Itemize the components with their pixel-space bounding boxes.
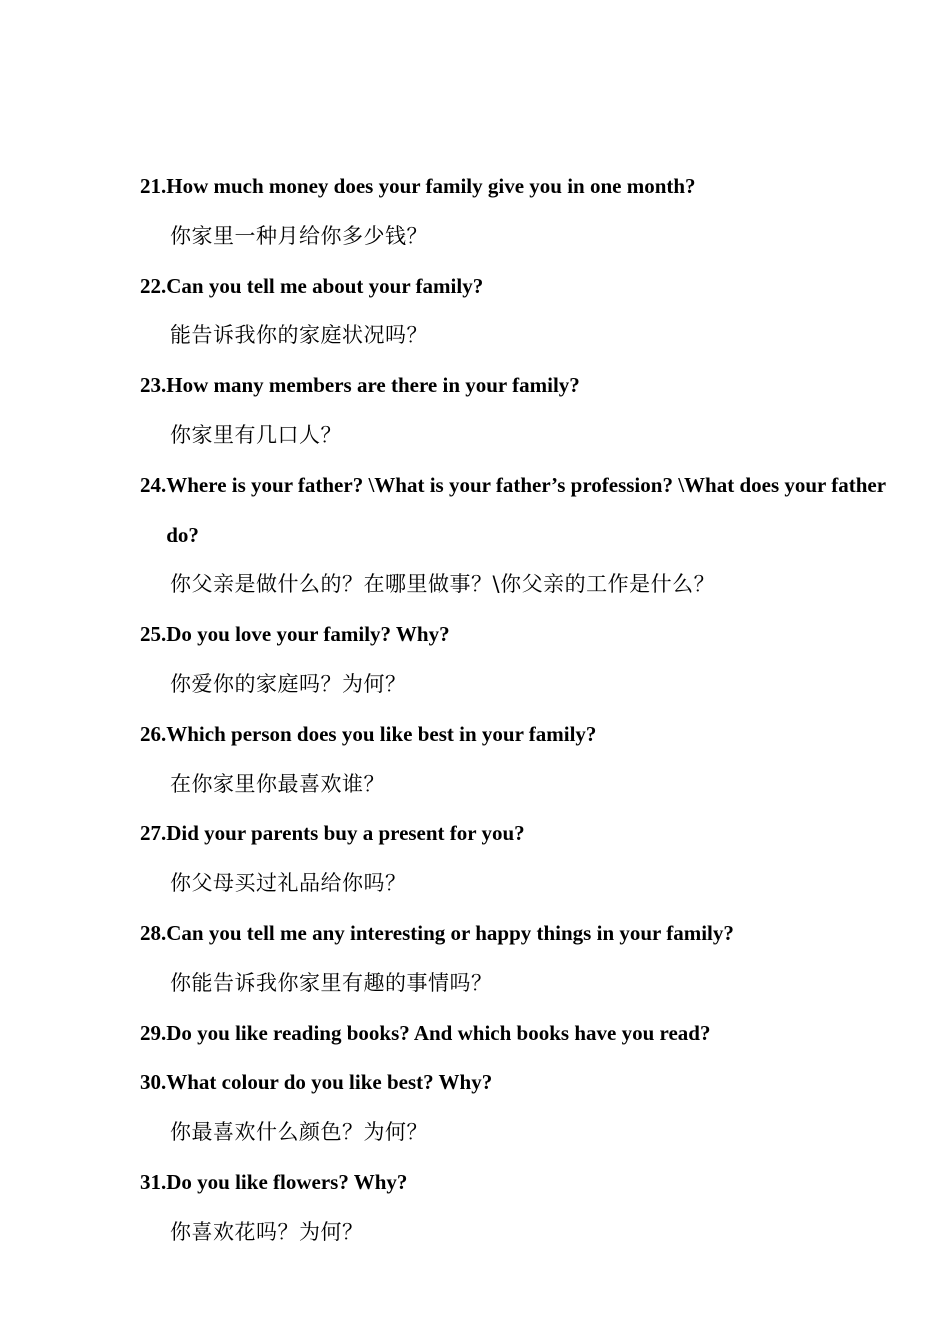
question-body: How many members are there in your family? — [166, 373, 580, 398]
question-text — [140, 262, 900, 312]
list-item — [140, 1058, 900, 1158]
question-body: Do you love your family? Why? — [166, 622, 450, 647]
question-text — [140, 461, 900, 561]
question-body: Do you like reading books? And which books have you read? — [166, 1020, 711, 1045]
question-number: 21. — [140, 174, 167, 198]
question-text — [140, 361, 900, 411]
list-item — [140, 461, 900, 610]
question-body: Did your parents buy a present for you? — [166, 821, 525, 846]
question-number: 25. — [140, 622, 167, 647]
answer-text: 你爱你的家庭吗？为何？ — [170, 671, 407, 696]
question-number: 24. — [140, 472, 167, 497]
list-item — [140, 610, 900, 710]
list-item — [140, 1009, 900, 1059]
question-number: 26. — [140, 721, 167, 746]
answer-text: 你能告诉我你家里有趣的事情吗？ — [170, 970, 493, 995]
answer-text: 你家里有几口人？ — [170, 422, 342, 447]
list-item — [140, 262, 900, 362]
question-text — [140, 809, 900, 859]
question-body: Where is your father? \What is your father’s profession? \What does your father do? — [166, 472, 886, 547]
answer-text: 你父母买过礼品给你吗？ — [170, 871, 407, 896]
question-text — [140, 1058, 900, 1108]
question-text — [140, 710, 900, 760]
answer-text: 你家里一种月给你多少钱？ — [170, 223, 428, 248]
answer-text: 能告诉我你的家庭状况吗？ — [170, 323, 428, 348]
question-body: Can you tell me any interesting or happy things in your family? — [166, 920, 734, 945]
answer-text: 你父亲是做什么的？在哪里做事？\你父亲的工作是什么？ — [170, 572, 716, 597]
question-body: Which person does you like best in your family? — [166, 721, 597, 746]
question-text — [140, 610, 900, 660]
question-number: 27. — [140, 821, 167, 846]
answer-text: 你喜欢花吗？为何？ — [170, 1219, 364, 1244]
question-number: 31. — [140, 1169, 167, 1194]
question-text — [140, 1158, 900, 1208]
list-item — [140, 909, 900, 1009]
list-item — [140, 162, 900, 262]
question-body: Do you like flowers? Why? — [166, 1169, 408, 1194]
question-number: 22. — [140, 273, 167, 298]
question-number: 23. — [140, 373, 167, 398]
question-body: Can you tell me about your family? — [166, 273, 484, 298]
question-number: 29. — [140, 1020, 167, 1045]
question-text — [140, 1009, 900, 1059]
question-text — [140, 909, 900, 959]
question-text — [140, 162, 900, 212]
question-body: How much money does your family give you in one month? — [166, 174, 696, 198]
list-item — [140, 1158, 900, 1258]
question-body: What colour do you like best? Why? — [166, 1070, 493, 1095]
question-number: 28. — [140, 920, 167, 945]
list-item — [140, 809, 900, 909]
question-list — [140, 162, 900, 1258]
answer-text: 在你家里你最喜欢谁？ — [170, 771, 385, 796]
answer-text: 你最喜欢什么颜色？为何？ — [170, 1120, 428, 1145]
question-number: 30. — [140, 1070, 167, 1095]
list-item — [140, 361, 900, 461]
list-item — [140, 710, 900, 810]
